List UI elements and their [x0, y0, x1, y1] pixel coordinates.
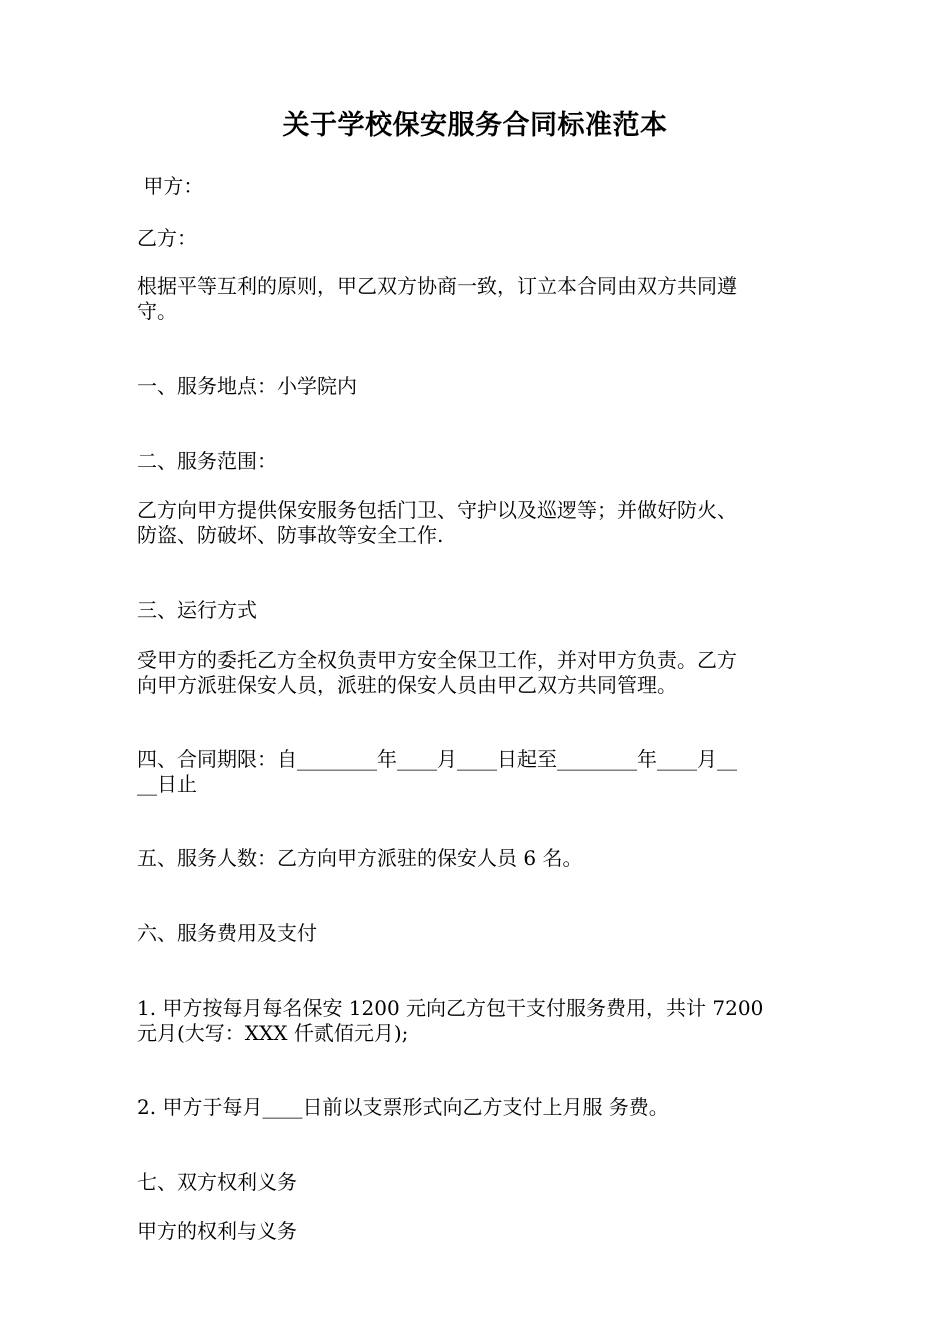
section-2-body: 乙方向甲方提供保安服务包括门卫、守护以及巡逻等；并做好防火、 防盗、防破坏、防事故等安全工作.	[137, 498, 737, 547]
section-2-heading: 二、服务范围：	[137, 449, 277, 473]
section-3-body: 受甲方的委托乙方全权负责甲方安全保卫工作，并对甲方负责。乙方 向甲方派驻保安人员，派驻的保安人员由甲乙双方共同管理。	[137, 648, 737, 697]
preamble-paragraph: 根据平等互利的原则，甲乙双方协商一致，订立本合同由双方共同遵 守。	[137, 274, 737, 323]
section-3-heading: 三、运行方式	[137, 598, 257, 622]
section-4-contract-term: 四、合同期限：自________年____月____日起至________年____月__ __日止	[137, 747, 737, 796]
document-title: 关于学校保安服务合同标准范本	[282, 110, 668, 141]
section-7-heading: 七、双方权利义务	[137, 1170, 297, 1194]
section-1-service-location: 一、服务地点：小学院内	[137, 374, 357, 398]
party-a-rights-heading: 甲方的权利与义务	[137, 1219, 297, 1243]
section-6-heading: 六、服务费用及支付	[137, 921, 317, 945]
section-6-item-2: 2. 甲方于每月____日前以支票形式向乙方支付上月服 务费。	[137, 1095, 669, 1119]
section-6-item-1: 1. 甲方按每月每名保安 1200 元向乙方包干支付服务费用，共计 7200 元月(大写：XXX 仟贰佰元月);	[137, 996, 764, 1045]
party-a-line: 甲方：	[137, 174, 204, 198]
section-5-headcount: 五、服务人数：乙方向甲方派驻的保安人员 6 名。	[137, 846, 583, 870]
party-b-line: 乙方：	[137, 226, 197, 250]
